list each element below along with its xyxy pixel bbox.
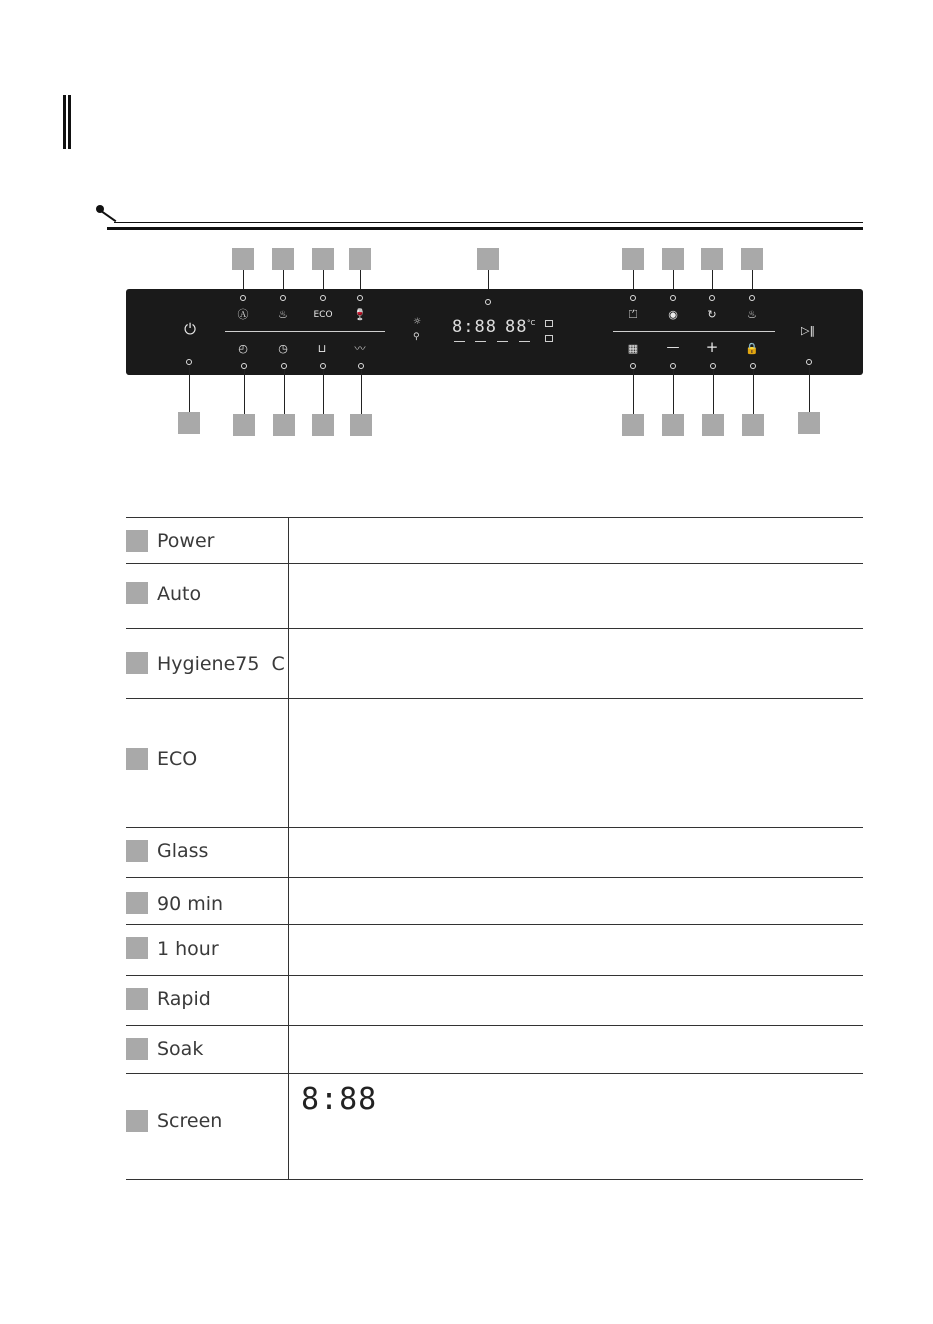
callout-box	[232, 248, 254, 270]
callout-box	[622, 414, 644, 436]
callout-box	[742, 414, 764, 436]
1hour-icon[interactable]: ◷	[278, 342, 288, 355]
section-rule-thick	[107, 227, 863, 230]
callout-box	[350, 414, 372, 436]
program-icon[interactable]: ▦	[627, 342, 639, 355]
callout-box	[662, 414, 684, 436]
row-label-glass: Glass	[157, 840, 209, 862]
glass-icon[interactable]: 🍷	[353, 308, 367, 321]
minus-icon[interactable]: —	[666, 340, 680, 355]
callout-box	[349, 248, 371, 270]
soak-icon[interactable]: 〰	[354, 342, 366, 355]
row-label-auto: Auto	[157, 583, 202, 605]
row-label-1hour: 1 hour	[157, 938, 219, 960]
extra-dry-icon[interactable]: ↻	[707, 308, 717, 321]
hygiene-icon[interactable]: ♨	[278, 308, 288, 321]
callout-box	[798, 412, 820, 434]
row-label-hygiene: Hygiene75 C	[157, 653, 285, 675]
display-indicator-box	[545, 335, 553, 342]
callout-box	[273, 414, 295, 436]
row-label-rapid: Rapid	[157, 988, 211, 1010]
eco-icon[interactable]: ECO	[313, 310, 333, 320]
callout-box	[662, 248, 684, 270]
half-load-icon[interactable]: ◉	[668, 308, 678, 321]
callout-box	[312, 414, 334, 436]
callout-box	[622, 248, 644, 270]
callout-box	[477, 248, 499, 270]
power-icon[interactable]: ⏻	[184, 320, 196, 338]
row-label-90min: 90 min	[157, 893, 224, 915]
callout-box	[272, 248, 294, 270]
start-pause-icon[interactable]: ▷‖	[801, 324, 815, 337]
rinse-aid-indicator-icon: ☼	[413, 317, 422, 327]
screen-digits: 8:88	[301, 1082, 378, 1117]
callout-box	[741, 248, 763, 270]
row-label-screen: Screen	[157, 1110, 223, 1132]
salt-indicator-icon: ⚲	[413, 332, 420, 342]
callout-box	[702, 414, 724, 436]
delay-icon[interactable]: ⏍	[628, 308, 638, 321]
header-bar-left	[63, 95, 66, 149]
row-label-soak: Soak	[157, 1038, 204, 1060]
callout-box	[178, 412, 200, 434]
header-bar-right	[68, 95, 71, 149]
90min-icon[interactable]: ◴	[238, 342, 248, 355]
section-rule-diagonal	[99, 209, 117, 222]
panel-divider-left	[225, 331, 385, 332]
auto-icon[interactable]: Ⓐ	[237, 308, 249, 321]
display-time: 8:88	[452, 317, 497, 337]
callout-box	[312, 248, 334, 270]
row-label-eco: ECO	[157, 748, 198, 770]
row-label-power: Power	[157, 530, 215, 552]
display-indicator-box	[545, 320, 553, 327]
plus-icon[interactable]: +	[705, 338, 719, 356]
rapid-icon[interactable]: ⊔	[317, 342, 327, 355]
callout-box	[233, 414, 255, 436]
section-rule-thin	[114, 222, 863, 223]
display-temp: 88	[505, 317, 528, 337]
display-unit: °C	[527, 319, 536, 327]
pot-icon[interactable]: ♨	[747, 308, 757, 321]
callout-box	[701, 248, 723, 270]
lock-icon[interactable]: 🔒	[745, 342, 759, 355]
panel-divider-right	[613, 331, 775, 332]
